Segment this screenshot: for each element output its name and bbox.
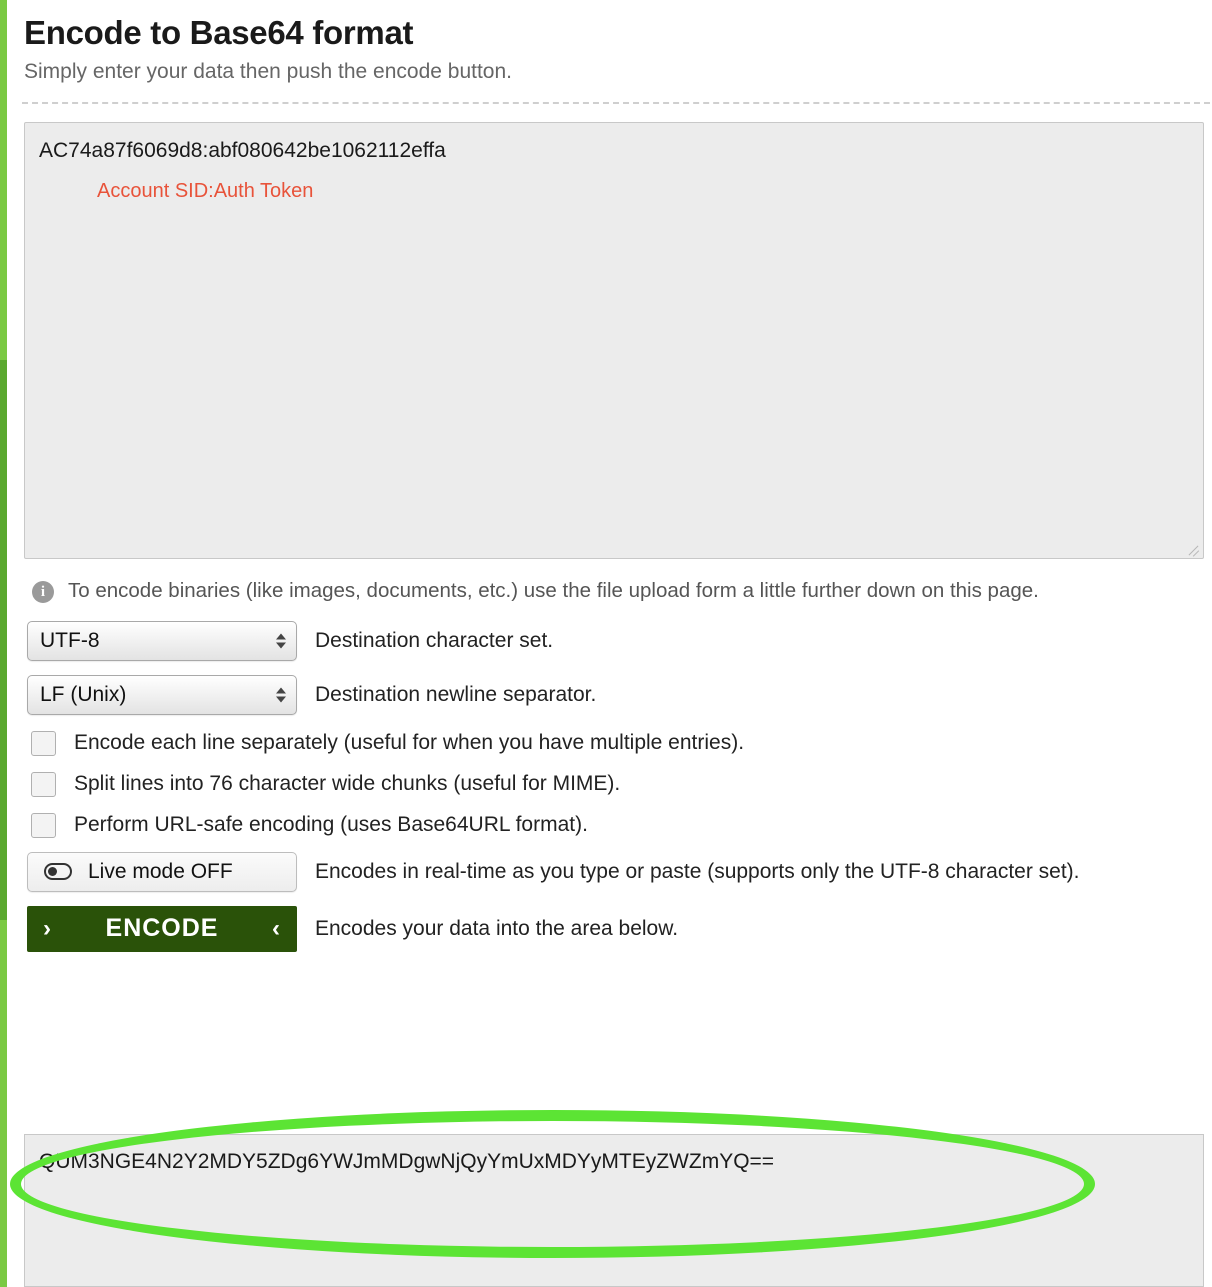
accent-segment-bottom [0, 920, 7, 1287]
input-value: AC74a87f6069d8:abf080642be1062112effa [39, 139, 446, 162]
charset-select-value: UTF-8 [40, 628, 100, 652]
checkbox-label-split-lines: Split lines into 76 character wide chunks (useful for MIME). [74, 772, 621, 796]
live-mode-row [24, 852, 1204, 892]
resize-handle[interactable] [1186, 541, 1200, 555]
encode-button[interactable] [27, 906, 297, 952]
stepper-arrows-icon [276, 633, 286, 648]
checkbox-label-encode-each-line: Encode each line separately (useful for when you have multiple entries). [74, 731, 745, 755]
live-mode-label: Live mode OFF [88, 859, 233, 883]
page-subtitle: Simply enter your data then push the encode button. [24, 60, 512, 83]
encode-description: Encodes your data into the area below. [315, 916, 679, 940]
checkbox-row-url-safe[interactable] [24, 813, 1204, 838]
page-title: Encode to Base64 format [24, 14, 414, 51]
live-mode-toggle-button[interactable] [27, 852, 297, 892]
toggle-icon [44, 863, 72, 880]
live-mode-description: Encodes in real-time as you type or paste (supports only the UTF-8 character set). [315, 859, 1080, 883]
charset-row [24, 621, 1204, 661]
newline-row [24, 675, 1204, 715]
checkbox-row-split-lines[interactable] [24, 772, 1204, 797]
encode-button-label: ENCODE [105, 914, 219, 943]
input-annotation: Account SID:Auth Token [97, 179, 314, 202]
info-note-text: To encode binaries (like images, documents, etc.) use the file upload form a little further down on this page. [68, 579, 1039, 602]
result-value: QUM3NGE4N2Y2MDY5ZDg6YWJmMDgwNjQyYmUxMDYyMTEyZWZmYQ== [39, 1150, 775, 1173]
checkbox-label-url-safe: Perform URL-safe encoding (uses Base64URL format). [74, 813, 588, 837]
checkbox-url-safe[interactable] [31, 813, 56, 838]
newline-select-value: LF (Unix) [40, 682, 127, 706]
checkbox-encode-each-line[interactable] [31, 731, 56, 756]
checkbox-split-lines[interactable] [31, 772, 56, 797]
stepper-arrows-icon [276, 687, 286, 702]
newline-select[interactable] [27, 675, 297, 715]
chevron-left-icon: ‹ [272, 914, 281, 942]
chevron-right-icon: › [43, 914, 52, 942]
header-divider [22, 102, 1210, 104]
result-textarea[interactable] [24, 1134, 1204, 1287]
encode-row [24, 906, 1204, 952]
newline-label: Destination newline separator. [315, 682, 597, 706]
info-icon: i [32, 581, 54, 603]
input-textarea[interactable] [24, 122, 1204, 559]
info-note [24, 575, 1206, 607]
checkbox-row-encode-each-line[interactable] [24, 731, 1204, 756]
charset-label: Destination character set. [315, 628, 554, 652]
charset-select[interactable] [27, 621, 297, 661]
